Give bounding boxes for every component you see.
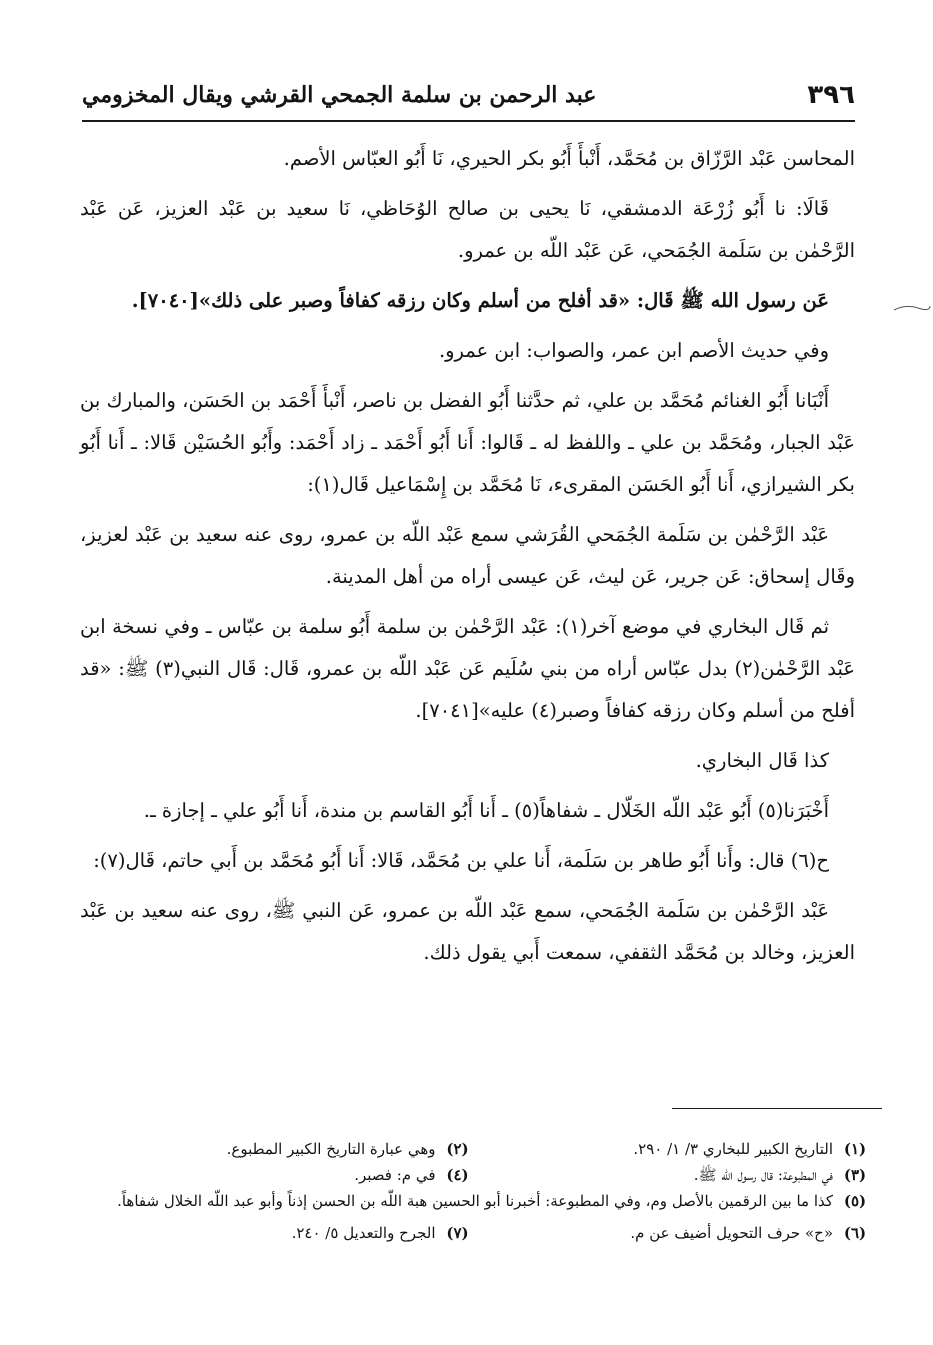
footnote-number: (٦) <box>843 1224 867 1242</box>
bukhari-paragraph: ثم قَال البخاري في موضع آخر(١): عَبْد الرَّحْمٰن بن سلمة أَبُو سلمة بن عبّاس ـ وفي نسخة ابن عَبْد الرَّحْمٰن(٢) بدل عبّاس أراه من بني سُلَيم عَن عَبْد اللّه بن عمرو، قَال: قَال النبي(٣) ﷺ: «قد أفلح من أسلم وكان رزقه كفافاً وصبر(٤) عليه»[٧٠٤١]. <box>80 615 855 722</box>
paragraph-2: قَالَا: نا أَبُو زُرْعَة الدمشقي، نَا يحيى بن صالح الوُحَاظي، نَا سعيد بن عَبْد العزيز، عَن عَبْد الرَّحْمٰن بن سَلَمة الجُمَحي، عَن عَبْد اللّه بن عمرو. <box>80 197 855 262</box>
page-number: ٣٩٦ <box>807 80 855 110</box>
paragraph-1: المحاسن عَبْد الرَّزّاق بن مُحَمَّد، أَنْبأَ أَبُو بكر الحيري، نَا أَبُو العبّاس الأصم. <box>283 147 855 170</box>
footnote-number: (٤) <box>446 1166 469 1184</box>
running-title: عبد الرحمن بن سلمة الجمحي القرشي ويقال المخزومي <box>82 82 597 108</box>
footnote-4 <box>82 1162 480 1188</box>
footnote-text: وهي عبارة التاريخ الكبير المطبوع. <box>226 1140 436 1158</box>
akhbarana-paragraph: أَخْبَرَنا(٥) أَبُو عَبْد اللّه الخَلّال ـ شفاهاً(٥) ـ أَنا أَبُو القاسم بن مندة، أَنا أَبُو علي ـ إجازة ـ. <box>143 799 829 822</box>
main-text <box>80 138 855 982</box>
tahwil-paragraph: ح(٦) قال: وأَنا أَبُو طاهر بن سَلَمة، أَنا علي بن مُحَمَّد، قَالا: أَنا أَبُو مُحَمَّد بن أَبي حاتم، قَال(٧): <box>93 849 829 872</box>
footnote-divider <box>672 1108 882 1109</box>
footnote-7 <box>82 1220 480 1246</box>
footnote-number: (٥) <box>843 1192 867 1210</box>
isnad-paragraph: أَنْبَانا أَبُو الغنائم مُحَمَّد بن علي، ثم حدَّثنا أَبُو الفضل بن ناصر، أَنْبأَ أَحْمَد بن الحَسَن، والمبارك بن عَبْد الجبار، ومُحَمَّد بن علي ـ واللفظ له ـ قَالوا: أَنا أَبُو أَحْمَد ـ زاد أَحْمَد: وأَبُو الحُسَيْن قَالا: ـ أَنا أَبُو بكر الشيرازي، أَنا أَبُو الحَسَن المقرىء، نَا مُحَمَّد بن إِسْمَاعيل قَال(١): <box>80 389 855 496</box>
paragraph-4: وفي حديث الأصم ابن عمر، والصواب: ابن عمرو. <box>438 339 829 362</box>
hadith-7040: عَن رسول الله ﷺ قَال: «قد أفلح من أسلم وكان رزقه كفافاً وصبر على ذلك»[٧٠٤٠]. <box>131 289 829 312</box>
footnotes <box>82 1136 877 1246</box>
footnote-5 <box>82 1188 877 1214</box>
footnote-text: في المطبوعة: قال رسول اللّه ﷺ. <box>693 1166 833 1184</box>
footnote-3 <box>480 1162 878 1188</box>
margin-mark <box>892 302 932 316</box>
footnote-text: التاريخ الكبير للبخاري ٣/ ١/ ٢٩٠. <box>633 1140 833 1158</box>
footnote-text: كذا ما بين الرقمين بالأصل وم، وفي المطبوعة: أخبرنا أبو الحسين هبة اللّه بن الحسن إذناً وأبو عبد اللّه الخلال شفاهاً. <box>117 1192 833 1210</box>
footnote-number: (٣) <box>843 1166 867 1184</box>
paragraph-8: كذا قَال البخاري. <box>695 749 829 772</box>
biography-paragraph: عَبْد الرَّحْمٰن بن سَلَمة الجُمَحي القُرَشي سمع عَبْد اللّه بن عمرو، روى عنه سعيد بن عَبْد لعزيز، وقَال إسحاق: عَن جرير، عَن ليث، عَن عيسى أراه من أهل المدينة. <box>80 523 855 588</box>
page-header <box>82 80 855 122</box>
footnote-2 <box>82 1136 480 1162</box>
footnote-text: في م: فصبر. <box>354 1166 436 1184</box>
footnote-6 <box>480 1220 878 1246</box>
footnote-number: (١) <box>843 1140 867 1158</box>
footnote-text: الجرح والتعديل ٥/ ٢٤٠. <box>291 1224 436 1242</box>
footnote-number: (٢) <box>446 1140 469 1158</box>
closing-paragraph: عَبْد الرَّحْمٰن بن سَلَمة الجُمَحي، سمع عَبْد اللّه بن عمرو، عَن النبي ﷺ، روى عنه سعيد بن عَبْد العزيز، وخالد بن مُحَمَّد الثقفي، سمعت أَبي يقول ذلك. <box>80 899 855 964</box>
footnote-number: (٧) <box>446 1224 469 1242</box>
footnote-text: «ح» حرف التحويل أضيف عن م. <box>630 1224 833 1242</box>
footnote-1 <box>480 1136 878 1162</box>
